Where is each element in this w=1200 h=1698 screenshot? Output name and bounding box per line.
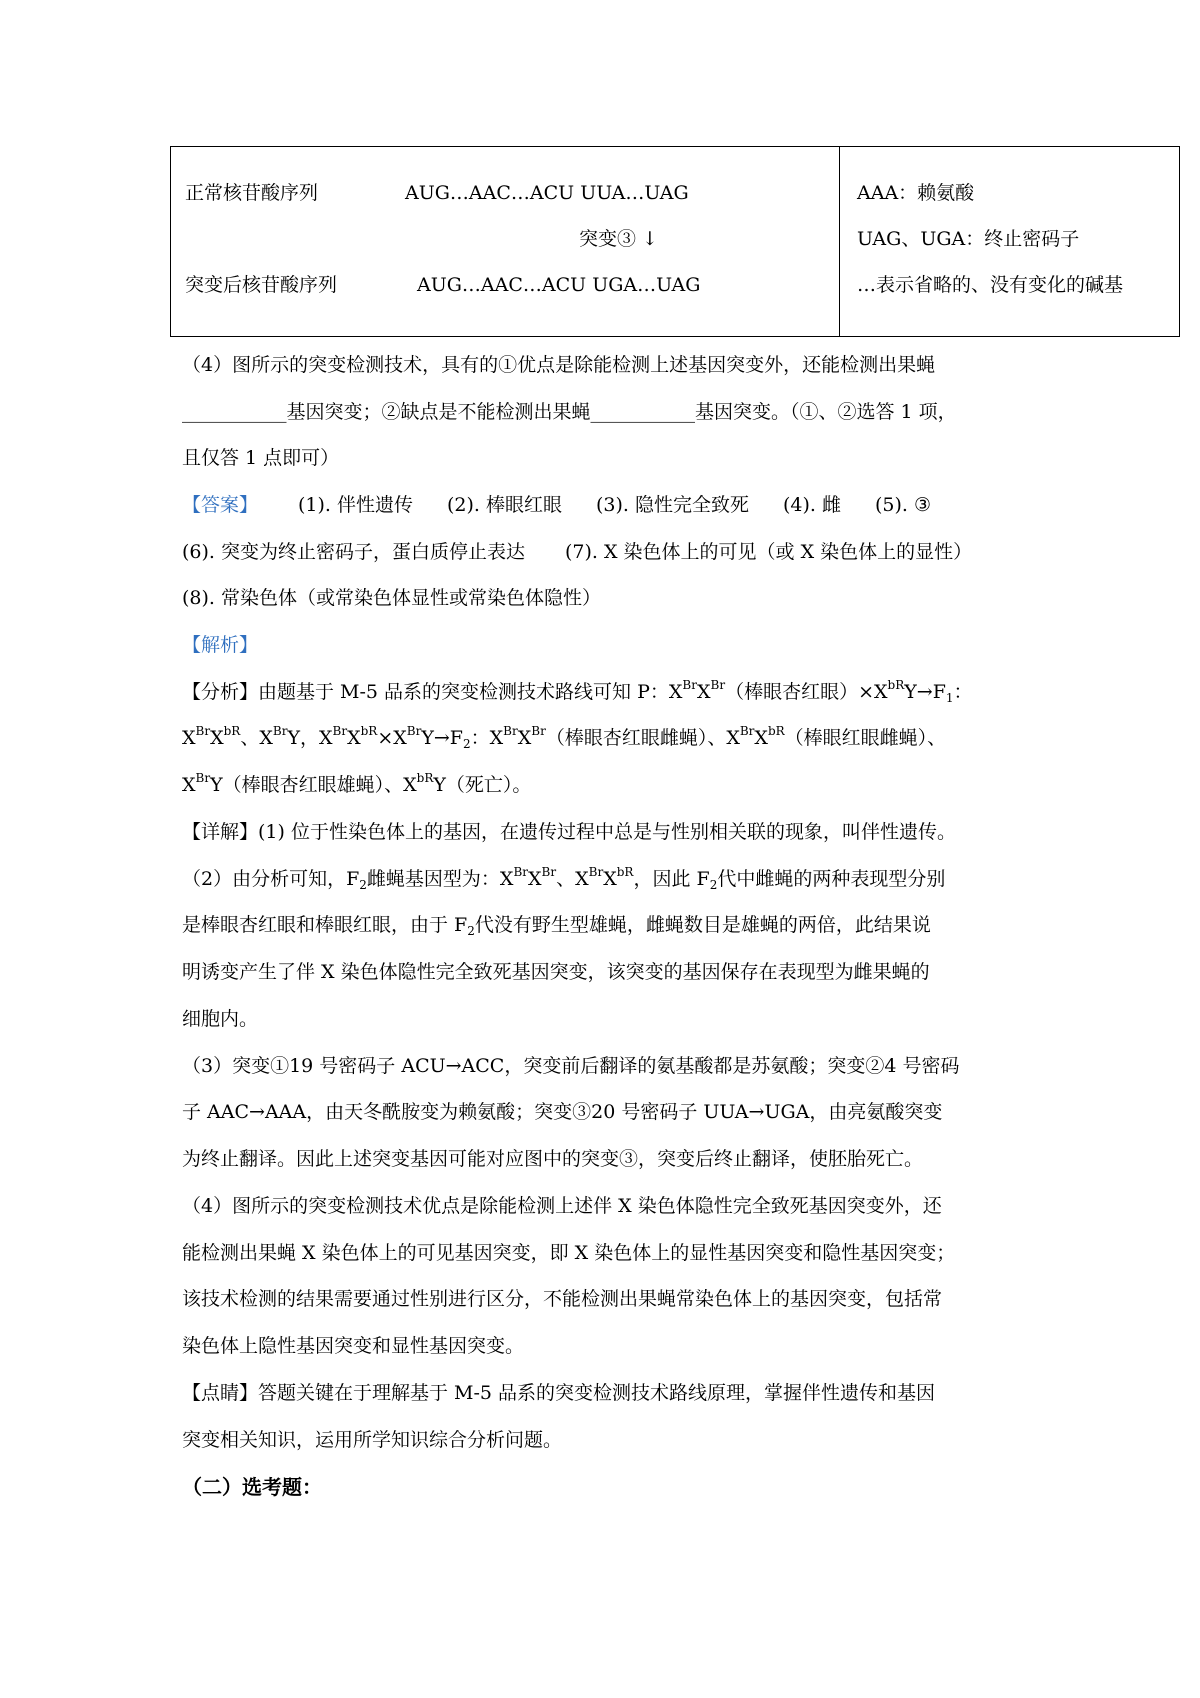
answer-6: (6). 突变为终止密码子，蛋白质停止表达: [182, 541, 525, 563]
mutation-label: 突变③ ↓: [579, 228, 658, 250]
section-title: （二）选考题：: [182, 1475, 322, 1499]
answer-8: (8). 常染色体（或常染色体显性或常染色体隐性）: [182, 587, 601, 609]
fenxi-line2: $X^{Br}X^{bR}$、$X^{Br}Y$，$X^{Br}X^{bR}\times X^{Br}Y\to F_2$：$X^{Br}X^{Br}$（棒眼杏红眼雌蝇）、$X^{Br}X^{bR}$（棒眼红眼雌蝇）、: [182, 724, 947, 751]
p2-line1: （2）由分析可知，$F_2$雌蝇基因型为：$X^{Br}X^{Br}$、$X^{Br}X^{bR}$，因此 $F_2$代中雌蝇的两种表现型分别: [182, 865, 946, 892]
row1-label: 正常核苷酸序列: [185, 182, 319, 204]
p2-line3: 明诱变产生了伴 X 染色体隐性完全致死基因突变，该突变的基因保存在表现型为雌果蝇的: [182, 961, 930, 983]
note-stop-codon: UAG、UGA：终止密码子: [857, 228, 1080, 250]
p2-line4: 细胞内。: [182, 1008, 259, 1030]
answer-1: (1). 伴性遗传: [298, 494, 414, 516]
answer-line2: [182, 539, 1006, 565]
row2-sequence: AUG…AAC…ACU UGA…UAG: [417, 274, 701, 296]
answer-4: (4). 雌: [783, 494, 842, 516]
answer-tag: 【答案】: [182, 494, 259, 516]
row1-sequence: AUG…AAC…ACU UUA…UAG: [405, 182, 689, 204]
answer-3: (3). 隐性完全致死: [596, 494, 750, 516]
dianjing-line1: 【点睛】答题关键在于理解基于 M-5 品系的突变检测技术路线原理，掌握伴性遗传和基因: [182, 1382, 936, 1404]
question4-line1: （4）图所示的突变检测技术，具有的①优点是除能检测上述基因突变外，还能检测出果蝇: [182, 354, 936, 376]
dianjing-line2: 突变相关知识，运用所学知识综合分析问题。: [182, 1429, 563, 1451]
note-lysine: AAA：赖氨酸: [857, 182, 975, 204]
sequence-table: [170, 146, 1180, 337]
table-divider: [839, 147, 840, 336]
p4-line3: 该技术检测的结果需要通过性别进行区分，不能检测出果蝇常染色体上的基因突变，包括常: [182, 1288, 943, 1310]
question4-line2: ___________基因突变；②缺点是不能检测出果蝇___________基因突变。（①、②选答 1 项，: [182, 401, 957, 423]
fenxi-line1: 【分析】由题基于 M-5 品系的突变检测技术路线可知 P：$X^{Br}X^{Br}$（棒眼杏红眼）$\times X^{bR}Y\to F_1$：: [182, 678, 973, 705]
fenxi-line3: $X^{Br}Y$（棒眼杏红眼雄蝇）、$X^{bR}Y$（死亡）。: [182, 771, 532, 796]
p4-line1: （4）图所示的突变检测技术优点是除能检测上述伴 X 染色体隐性完全致死基因突变外，还: [182, 1195, 942, 1217]
answer-line1: [182, 492, 965, 518]
p3-line2: 子 AAC→AAA，由天冬酰胺变为赖氨酸；突变③20 号密码子 UUA→UGA，由亮氨酸突变: [182, 1101, 943, 1123]
p2-line2: 是棒眼杏红眼和棒眼红眼，由于 $F_2$代没有野生型雄蝇，雌蝇数目是雄蝇的两倍，此结果说: [182, 914, 931, 938]
p3-line1: （3）突变①19 号密码子 ACU→ACC，突变前后翻译的氨基酸都是苏氨酸；突变②4 号密码: [182, 1055, 960, 1077]
p4-line4: 染色体上隐性基因突变和显性基因突变。: [182, 1335, 525, 1357]
question4-line3: 且仅答 1 点即可）: [182, 447, 340, 469]
answer-7: (7). X 染色体上的可见（或 X 染色体上的显性）: [565, 541, 973, 563]
analysis-tag: 【解析】: [182, 634, 259, 656]
row2-label: 突变后核苷酸序列: [185, 274, 338, 296]
p3-line3: 为终止翻译。因此上述突变基因可能对应图中的突变③，突变后终止翻译，使胚胎死亡。: [182, 1148, 924, 1170]
answer-5: (5). ③: [875, 494, 932, 516]
p4-line2: 能检测出果蝇 X 染色体上的可见基因突变，即 X 染色体上的显性基因突变和隐性基因突变；: [182, 1242, 956, 1264]
answer-2: (2). 棒眼红眼: [447, 494, 563, 516]
xiangjie-line1: 【详解】(1) 位于性染色体上的基因，在遗传过程中总是与性别相关联的现象，叫伴性遗传。: [182, 821, 956, 843]
note-ellipsis: …表示省略的、没有变化的碱基: [857, 274, 1124, 296]
